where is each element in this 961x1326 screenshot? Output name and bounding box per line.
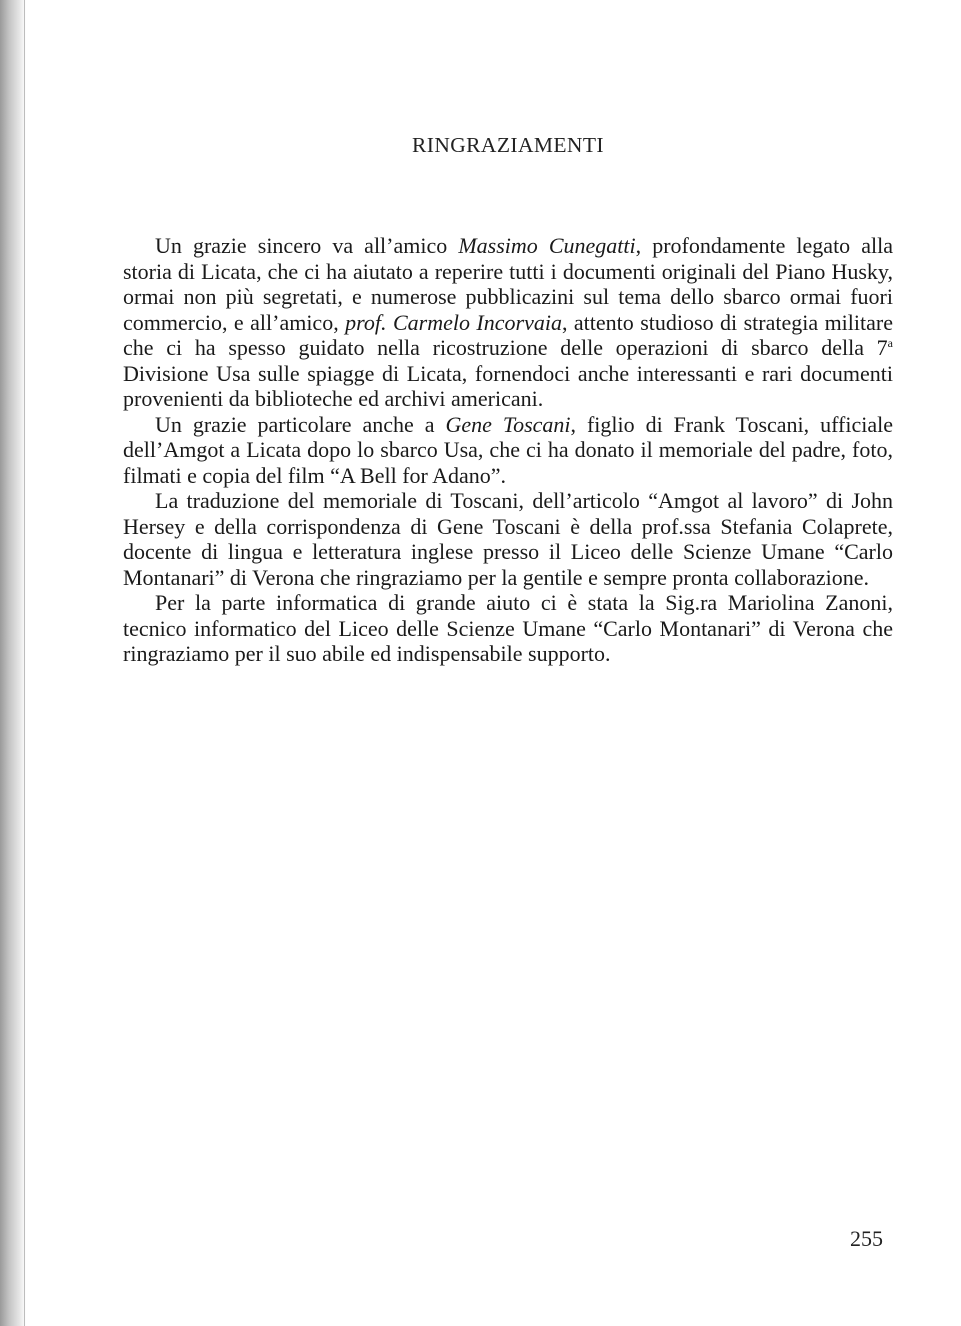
page-title: RINGRAZIAMENTI: [412, 133, 604, 157]
paragraph-3: La traduzione del memoriale di Toscani, dell’articolo “Amgot al lavoro” di John Hersey e della corrispondenza di Gene Toscani è della prof.ssa Stefania Colaprete, docente di lingua e letteratura inglese presso il Liceo delle Scienze Umane “Carlo Montanari” di Verona che ringraziamo per la gentile e sempre pronta collaborazione.: [123, 488, 893, 590]
paragraph-2-text-a: Un grazie particolare anche a: [155, 411, 446, 437]
paragraph-1: [123, 233, 893, 412]
page-spine-shadow: [0, 0, 26, 1326]
paragraph-4: Per la parte informatica di grande aiuto ci è stata la Sig.ra Mariolina Zanoni, tecnico informatico del Liceo delle Scienze Umane “Carlo Montanari” di Verona che ringraziamo per il suo abile ed indispensabile supporto.: [123, 590, 893, 666]
paragraph-1-text-d: Divisione Usa sulle spiagge di Licata, fornendoci anche interessanti e rari documenti provenienti da biblioteche ed archivi americani.: [123, 360, 893, 411]
page-number: 255: [850, 1226, 883, 1251]
paragraph-2-name-toscani: Gene Toscani: [445, 411, 571, 437]
paragraph-1-text-a: Un grazie sincero va all’amico: [155, 233, 459, 258]
paragraph-1-name-cunegatti: Massimo Cunegatti: [458, 233, 636, 258]
paragraph-1-superscript: a: [887, 336, 893, 350]
paragraph-2: [123, 412, 893, 489]
paragraph-1-text-c: , attento studioso di strategia militare che ci ha spesso guidato nella ricostruzione delle operazioni di sbarco della 7: [123, 309, 893, 360]
page-spine-line: [24, 0, 25, 1326]
paragraph-1-name-incorvaia: prof. Carmelo Incorvaia: [345, 309, 562, 335]
acknowledgements-body: [123, 233, 893, 667]
paragraph-1-text-b: , profondamente legato alla storia di Licata, che ci ha aiutato a reperire tutti i documenti originali del Piano Husky, ormai non più segretati, e numerose pubblicazini sul tema dello sbarco ormai fuori commercio, e all’amico,: [123, 233, 894, 335]
paragraph-2-text-b: , figlio di Frank Toscani, ufficiale dell’Amgot a Licata dopo lo sbarco Usa, che ci ha donato il memoriale del padre, foto, filmati e copia del film “A Bell for Adano”.: [123, 411, 893, 488]
